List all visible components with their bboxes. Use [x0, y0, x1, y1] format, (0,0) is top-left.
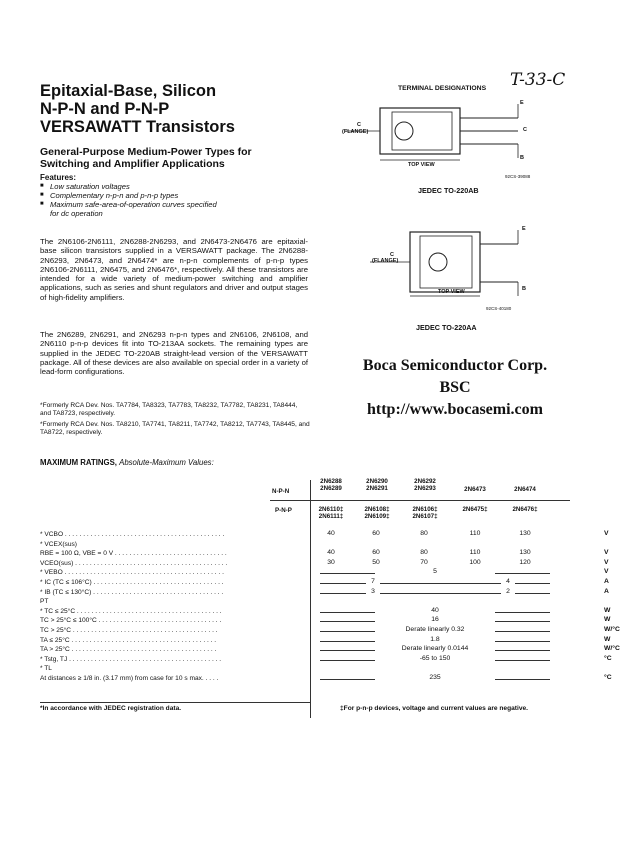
- rating-span-left: 7: [366, 578, 380, 585]
- pkg1-b-label: B: [520, 155, 524, 161]
- company-name: Boca Semiconductor Corp.: [362, 357, 548, 374]
- rating-label: TC > 25°C ≤ 100°C . . . . . . . . . . . . . . . . . . . . . . . . . . . . . . . . . .: [40, 617, 222, 625]
- subtitle-line-2: Switching and Amplifier Applications: [40, 157, 225, 170]
- npn-col-1: 2N6288 2N6289: [320, 478, 342, 492]
- rating-label: * IC (TC ≤ 106°C) . . . . . . . . . . . . . . . . . . . . . . . . . . . . . . . . . . . .: [40, 579, 224, 586]
- rating-span-right: 2: [501, 588, 515, 595]
- pkg2-top-view: TOP VIEW: [438, 289, 465, 295]
- pnp-label: P-N-P: [275, 507, 292, 514]
- pkg1-caption: JEDEC TO-220AB: [418, 186, 479, 195]
- pkg1-e-label: E: [520, 100, 524, 106]
- feature-item: ■ Maximum safe-area-of-operation curves specified: [40, 200, 340, 209]
- rating-value: 130: [519, 549, 531, 557]
- rating-value: 60: [372, 549, 380, 557]
- rating-unit: °C: [604, 654, 612, 662]
- rating-value: 50: [372, 558, 380, 566]
- pkg1-c-lead-label: C: [523, 127, 527, 133]
- rating-label: * TC ≤ 25°C . . . . . . . . . . . . . . . . . . . . . . . . . . . . . . . . . . . . . . . .: [40, 607, 222, 615]
- ratings-title: [40, 458, 214, 467]
- footer-note-right: ‡For p-n-p devices, voltage and current values are negative.: [340, 705, 528, 712]
- pkg2-code: 92CS-40180: [486, 306, 512, 311]
- pkg2-c-label: C: [390, 252, 394, 258]
- pnp-col-1: 2N6110‡ 2N6111‡: [318, 506, 344, 520]
- footer-note-left: *In accordance with JEDEC registration data.: [40, 705, 182, 712]
- rating-span-value: 40: [375, 607, 495, 614]
- handwritten-note: T-33-C: [510, 70, 566, 90]
- pnp-col-3: 2N6106‡ 2N6107‡: [412, 506, 438, 520]
- npn-label: N-P-N: [272, 488, 290, 495]
- rating-value: 40: [327, 530, 335, 537]
- company-url[interactable]: http://www.bocasemi.com: [367, 401, 543, 418]
- rating-label: * TL: [40, 665, 52, 673]
- rating-value: 60: [372, 530, 380, 537]
- npn-col-4: 2N6473: [464, 486, 486, 493]
- rating-label: TA > 25°C . . . . . . . . . . . . . . . . . . . . . . . . . . . . . . . . . . . . . . . .: [40, 646, 217, 654]
- rating-value: 40: [327, 549, 335, 557]
- rating-label: * VCBO . . . . . . . . . . . . . . . . . . . . . . . . . . . . . . . . . . . . . . . . . . . .: [40, 531, 225, 538]
- rating-label: * IB (TC ≤ 130°C) . . . . . . . . . . . . . . . . . . . . . . . . . . . . . . . . . . . .: [40, 588, 224, 596]
- rating-value: 30: [327, 558, 335, 566]
- mounting-hole: [395, 122, 413, 140]
- rating-unit: W/°C: [604, 645, 620, 653]
- rating-span-value: 5: [375, 568, 495, 575]
- rating-span-value: 1.8: [375, 636, 495, 643]
- ratings-title-bold: MAXIMUM RATINGS,: [40, 458, 117, 467]
- rating-value: 120: [519, 558, 531, 566]
- rating-label: RBE = 100 Ω, VBE = 0 V . . . . . . . . . . . . . . . . . . . . . . . . . . . . . . .: [40, 550, 227, 558]
- features-list: [40, 182, 340, 218]
- pkg1-flange-label: (FLANGE): [342, 129, 369, 135]
- rating-value: 80: [420, 549, 428, 557]
- subtitle-line-1: General-Purpose Medium-Power Types for: [40, 146, 252, 158]
- pkg2-e-label: E: [522, 226, 526, 232]
- footnote-2: *Formerly RCA Dev. Nos. TA8210, TA7741, TA8211, TA7742, TA8212, TA7743, TA8445, and TA8722, respectively.: [40, 421, 310, 437]
- rating-span-right: 4: [501, 578, 515, 585]
- ratings-title-italic: Absolute-Maximum Values:: [119, 458, 214, 467]
- pnp-col-4: 2N6475‡: [462, 506, 488, 513]
- rating-unit: W: [604, 616, 611, 624]
- rating-label: TA ≤ 25°C . . . . . . . . . . . . . . . . . . . . . . . . . . . . . . . . . . . . . . . .: [40, 636, 217, 644]
- feature-item-continued: for dc operation: [50, 209, 103, 218]
- package-inner: [420, 236, 472, 288]
- rating-unit: °C: [604, 674, 612, 681]
- pnp-col-5: 2N6476‡: [512, 506, 538, 513]
- pnp-col-2: 2N6108‡ 2N6109‡: [364, 506, 390, 520]
- header-divider: [270, 500, 570, 501]
- rating-unit: A: [604, 578, 609, 585]
- pkg1-c-label: C: [357, 122, 361, 128]
- to220ab-diagram: [340, 96, 570, 184]
- rating-unit: W/°C: [604, 626, 620, 633]
- rating-label: PT: [40, 598, 49, 606]
- pkg1-top-view: TOP VIEW: [408, 162, 435, 168]
- feature-item: ■ Low saturation voltages: [40, 182, 340, 191]
- feature-item: ■ Complementary n-p-n and p-n-p types: [40, 191, 340, 200]
- rating-unit: V: [604, 549, 609, 557]
- rating-unit: A: [604, 587, 609, 595]
- rating-unit: W: [604, 606, 611, 614]
- rating-unit: V: [604, 530, 609, 537]
- span-line: [320, 583, 550, 584]
- pkg2-caption: JEDEC TO-220AA: [416, 323, 477, 332]
- rating-span-left: 3: [366, 588, 380, 595]
- body-paragraph-2: The 2N6289, 2N6291, and 2N6293 n-p-n types and 2N6106, 2N6108, and 2N6110 p-n-p devices fit into TO-213AA sockets. The remaining types are supplied in the JEDEC TO-220AB straight-lead version of the VERSAWATT package. All of these devices are also available on special order in a variety of lead-form configurations.: [40, 330, 308, 377]
- title-line-3: VERSAWATT Transistors: [40, 118, 235, 136]
- rating-label: * VEBO . . . . . . . . . . . . . . . . . . . . . . . . . . . . . . . . . . . . . . . . . . . .: [40, 569, 224, 577]
- to220aa-diagram: [340, 222, 570, 310]
- npn-col-3: 2N6292 2N6293: [414, 478, 436, 492]
- subtitle: [40, 147, 330, 170]
- company-abbrev: BSC: [439, 379, 471, 396]
- terminal-designations-heading: TERMINAL DESIGNATIONS: [398, 85, 487, 92]
- rating-label: * Tstg, TJ . . . . . . . . . . . . . . . . . . . . . . . . . . . . . . . . . . . . . . . . . .: [40, 655, 222, 663]
- footnote-1: *Formerly RCA Dev. Nos. TA7784, TA8323, TA7783, TA8232, TA7782, TA8231, TA8444, and TA8723, respectively.: [40, 402, 298, 418]
- rating-label: At distances ≥ 1/8 in. (3.17 mm) from case for 10 s max. . . . .: [40, 675, 219, 682]
- rating-unit: W: [604, 635, 611, 643]
- package-body: [410, 232, 480, 292]
- rating-span-value: -65 to 150: [375, 655, 495, 662]
- rating-value: 80: [420, 530, 428, 537]
- footer-divider-left: [40, 702, 310, 703]
- rating-value: 100: [469, 558, 481, 566]
- package-inner: [392, 112, 452, 150]
- rating-value: 110: [469, 549, 481, 557]
- npn-col-5: 2N6474: [514, 486, 536, 493]
- rating-unit: V: [604, 568, 609, 576]
- body-paragraph-1: The 2N6106-2N6111, 2N6288-2N6293, and 2N6473-2N6476 are epitaxial-base silicon transistors supplied in a VERSAWATT package. The 2N6288-2N6293, 2N6473, and 2N6474* are n-p-n complements of p-n-p types 2N6106-2N6111, 2N6475, and 2N6476*, respectively. All these transistors are intended for a wide variety of medium-power switching and amplifier applications, such as series and shunt regulators and driver and output stages of high-fidelity amplifiers.: [40, 237, 308, 302]
- mounting-hole: [429, 253, 447, 271]
- title-line-1: Epitaxial-Base, Silicon: [40, 82, 217, 100]
- pkg2-flange-label: (FLANGE): [372, 258, 399, 264]
- rating-span-value: Derate linearly 0.32: [375, 626, 495, 633]
- rating-label: TC > 25°C . . . . . . . . . . . . . . . . . . . . . . . . . . . . . . . . . . . . . . . .: [40, 627, 218, 634]
- page-title: [40, 82, 340, 136]
- rating-unit: V: [604, 558, 609, 566]
- span-line: [320, 593, 550, 594]
- rating-label: VCEO(sus) . . . . . . . . . . . . . . . . . . . . . . . . . . . . . . . . . . . . . . . . . .: [40, 559, 228, 567]
- rating-label: * VCEX(sus): [40, 540, 78, 548]
- features-heading: Features:: [40, 173, 77, 182]
- pkg1-code: 92CS-39088: [505, 174, 531, 179]
- rating-value: 110: [469, 530, 481, 537]
- pkg2-b-label: B: [522, 286, 526, 292]
- npn-col-2: 2N6290 2N6291: [366, 478, 388, 492]
- rating-value: 70: [420, 558, 428, 566]
- rating-span-value: Derate linearly 0.0144: [375, 645, 495, 652]
- rating-value: 130: [519, 530, 531, 537]
- rating-span-value: 16: [375, 616, 495, 623]
- rating-span-value: 235: [375, 674, 495, 681]
- title-line-2: N-P-N and P-N-P: [40, 100, 170, 118]
